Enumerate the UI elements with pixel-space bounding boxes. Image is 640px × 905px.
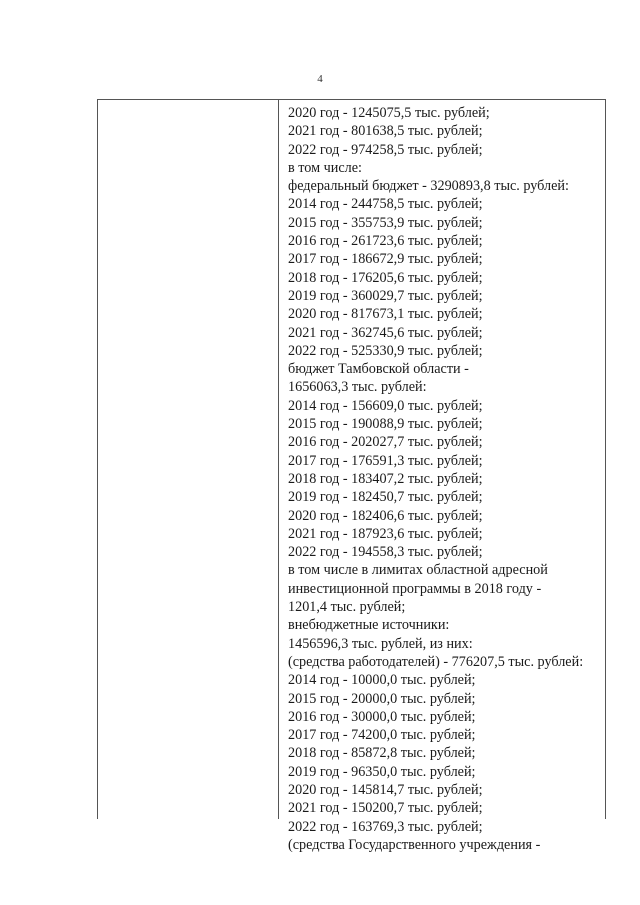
table-line: 2021 год - 150200,7 тыс. рублей; [288,800,483,817]
table-line: 2017 год - 74200,0 тыс. рублей; [288,727,476,744]
table-line: 2017 год - 186672,9 тыс. рублей; [288,251,483,268]
table-line: 2020 год - 182406,6 тыс. рублей; [288,507,483,524]
table-line: 2018 год - 176205,6 тыс. рублей; [288,269,483,286]
table-line: 2015 год - 20000,0 тыс. рублей; [288,690,476,707]
table-line: (средства Государственного учреждения - [288,836,541,853]
table-line: 2022 год - 974258,5 тыс. рублей; [288,141,483,158]
table-line: бюджет Тамбовской области - [288,361,469,378]
table-line: 2014 год - 244758,5 тыс. рублей; [288,196,483,213]
table-line: 2018 год - 85872,8 тыс. рублей; [288,745,476,762]
column-divider [278,100,279,819]
table-line: 2022 год - 163769,3 тыс. рублей; [288,818,483,835]
table-line: 2022 год - 194558,3 тыс. рублей; [288,544,483,561]
table-line: 2021 год - 362745,6 тыс. рублей; [288,324,483,341]
table-line: 1456596,3 тыс. рублей, из них: [288,635,473,652]
table-line: 2021 год - 801638,5 тыс. рублей; [288,123,483,140]
table-line: 2014 год - 10000,0 тыс. рублей; [288,672,476,689]
table-line: 1201,4 тыс. рублей; [288,599,406,616]
table-line: 2020 год - 145814,7 тыс. рублей; [288,781,483,798]
table-line: 2020 год - 1245075,5 тыс. рублей; [288,105,490,121]
table-line: 2022 год - 525330,9 тыс. рублей; [288,342,483,359]
table-line: 2015 год - 355753,9 тыс. рублей; [288,214,483,231]
table-line: федеральный бюджет - 3290893,8 тыс. рублей: [288,178,569,195]
table-line: (средства работодателей) - 776207,5 тыс. рублей: [288,653,584,670]
table-line: 2019 год - 360029,7 тыс. рублей; [288,287,483,304]
table-line: 2017 год - 176591,3 тыс. рублей; [288,452,483,469]
page-number: 4 [317,73,323,85]
table-line: 2014 год - 156609,0 тыс. рублей; [288,397,483,414]
table-line: 2021 год - 187923,6 тыс. рублей; [288,525,483,542]
table-line: 2018 год - 183407,2 тыс. рублей; [288,470,483,487]
table-line: 2019 год - 96350,0 тыс. рублей; [288,763,476,780]
table-line: в том числе в лимитах областной адресной [288,562,548,579]
table-line: 2016 год - 30000,0 тыс. рублей; [288,708,476,725]
table-line: 1656063,3 тыс. рублей: [288,379,427,396]
table-line: в том числе: [288,159,362,176]
table-line: 2016 год - 202027,7 тыс. рублей; [288,434,483,451]
table-line: 2016 год - 261723,6 тыс. рублей; [288,233,483,250]
table-line: внебюджетные источники: [288,617,450,634]
table-line: 2020 год - 817673,1 тыс. рублей; [288,306,483,323]
table-line: 2015 год - 190088,9 тыс. рублей; [288,416,483,433]
table-line: инвестиционной программы в 2018 году - [288,580,542,597]
table-line: 2019 год - 182450,7 тыс. рублей; [288,489,483,506]
right-cell-text [288,104,583,854]
